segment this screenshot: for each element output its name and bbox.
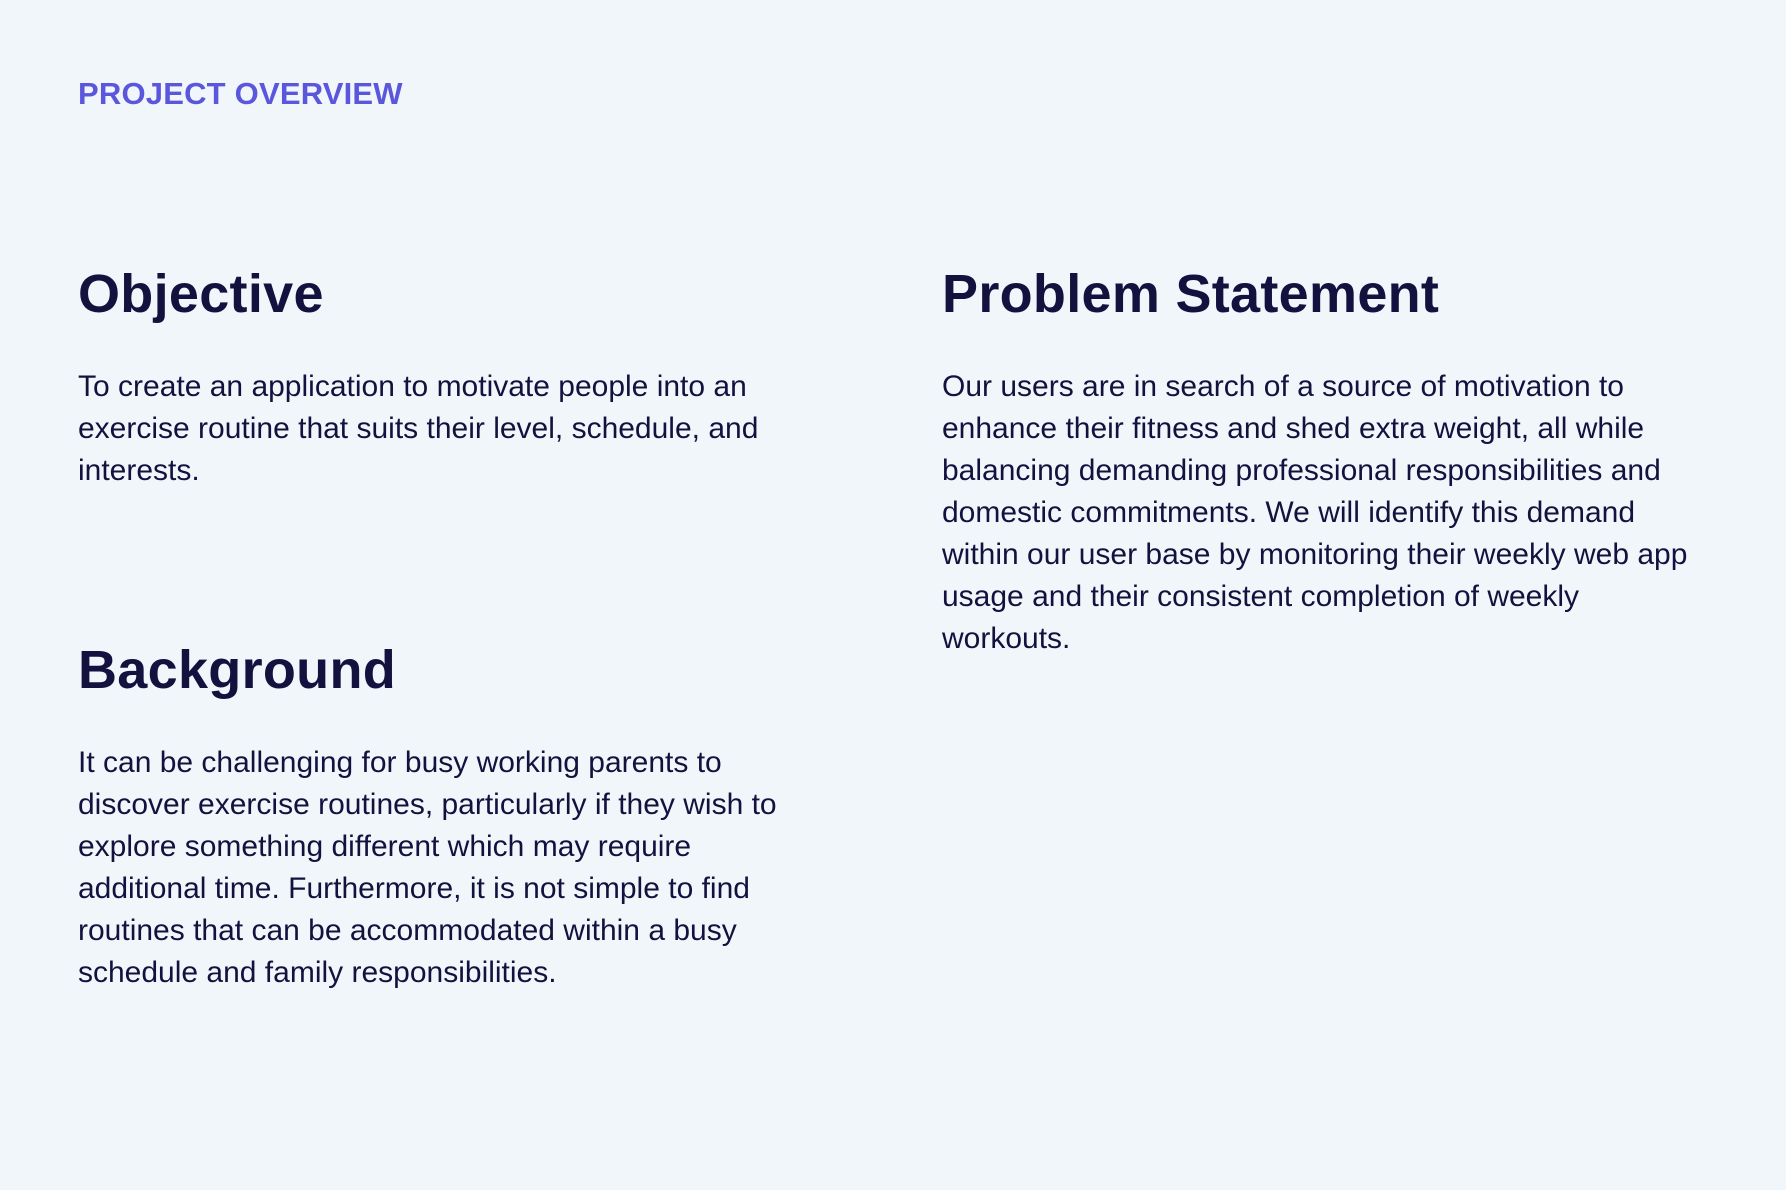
section-eyebrow-label: PROJECT OVERVIEW <box>78 76 403 111</box>
background-body: It can be challenging for busy working parents to discover exercise routines, particularly if they wish to explore something different which may require additional time. Furthermore, it is not simple to find routines that can be accommodated within a busy schedule and family responsibilities. <box>78 746 777 989</box>
background-heading: Background <box>78 640 397 700</box>
objective-section <box>78 262 838 492</box>
problem-statement-body: Our users are in search of a source of motivation to enhance their fitness and shed extra weight, all while balancing demanding professional responsibilities and domestic commitments. We will identify this demand within our user base by monitoring their weekly web app usage and their consistent completion of weekly workouts. <box>942 370 1688 655</box>
background-section <box>78 638 838 994</box>
problem-statement-section <box>942 262 1702 660</box>
objective-body: To create an application to motivate people into an exercise routine that suits their level, schedule, and interests. <box>78 370 759 487</box>
objective-heading: Objective <box>78 264 324 324</box>
problem-statement-heading: Problem Statement <box>942 264 1440 324</box>
